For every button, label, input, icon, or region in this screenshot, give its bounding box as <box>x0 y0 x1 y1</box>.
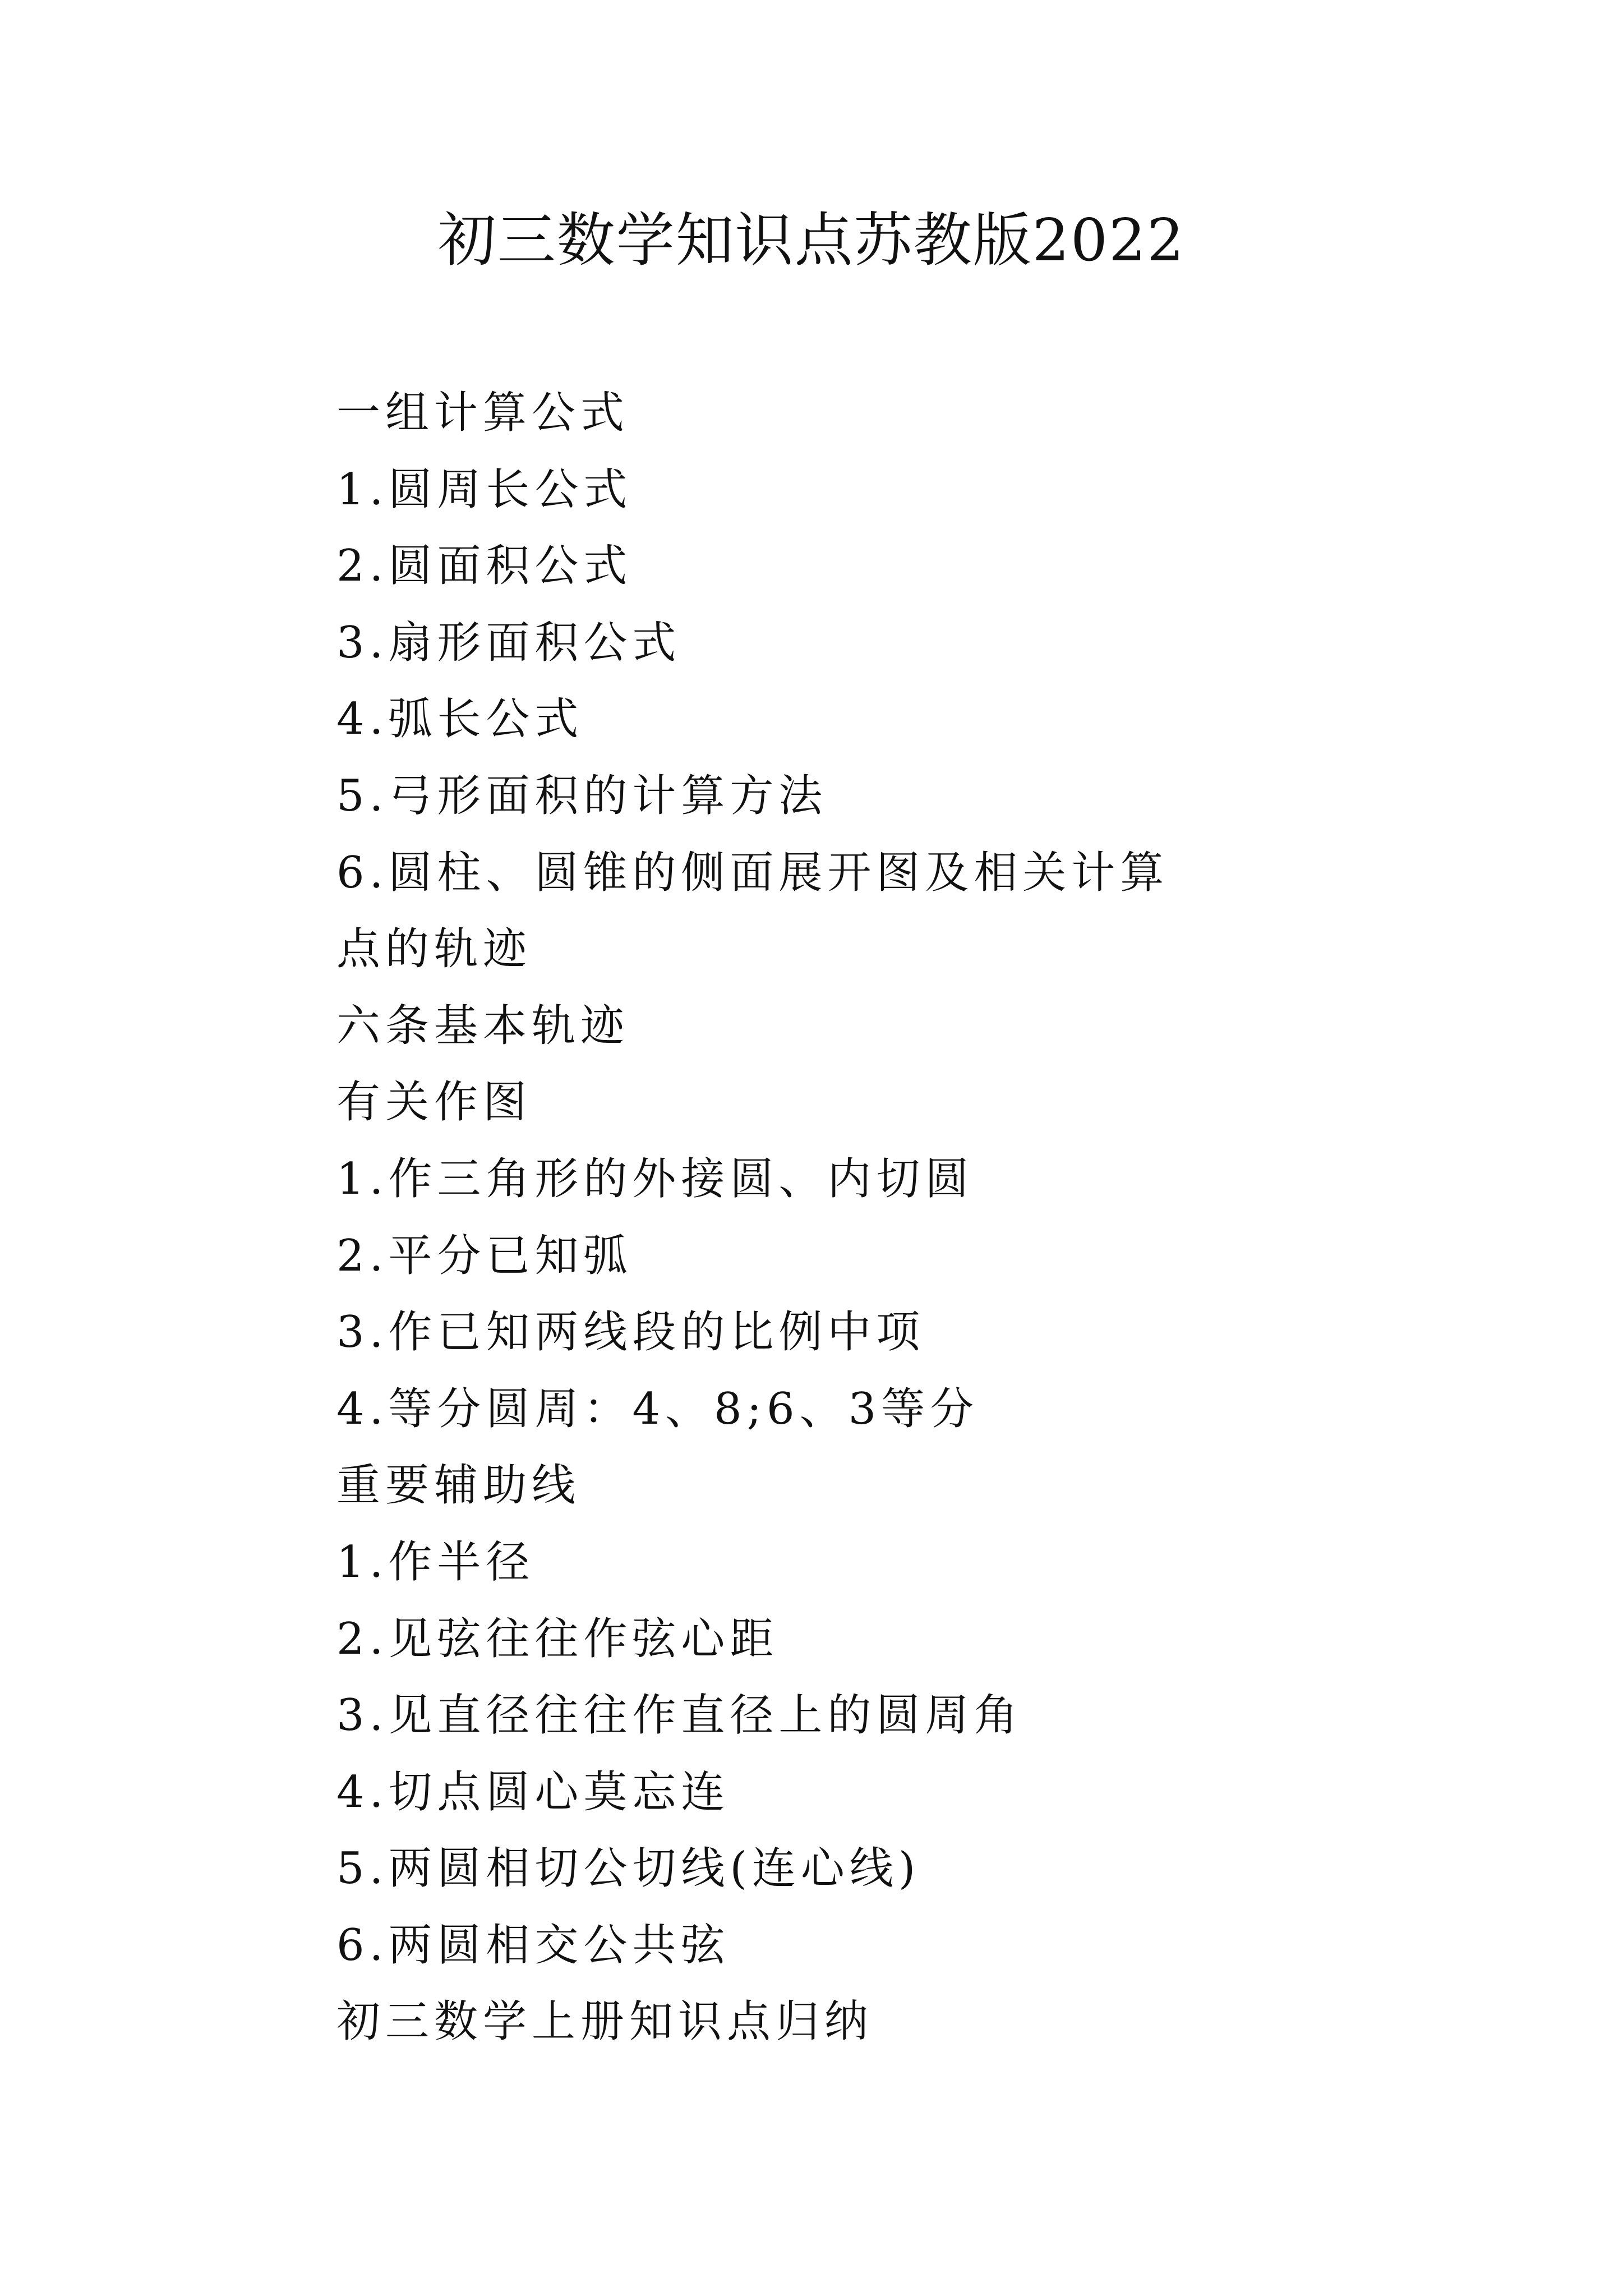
section-heading-basic-locus: 六条基本轨迹 <box>336 1000 630 1051</box>
page-title: 初三数学知识点苏教版2022 <box>437 206 1186 274</box>
list-item: 3.见直径往往作直径上的圆周角 <box>336 1690 1023 1741</box>
section-heading-auxiliary-lines: 重要辅助线 <box>336 1460 581 1511</box>
list-item: 3.扇形面积公式 <box>336 617 681 668</box>
list-item: 1.圆周长公式 <box>336 464 633 515</box>
list-item: 4.切点圆心莫忘连 <box>336 1766 730 1818</box>
list-item: 2.平分已知弧 <box>336 1230 633 1281</box>
list-item: 1.作三角形的外接圆、内切圆 <box>336 1153 974 1204</box>
list-item: 4.等分圆周：4、8;6、3等分 <box>336 1383 979 1434</box>
list-item: 5.弓形面积的计算方法 <box>336 770 828 821</box>
list-item: 3.作已知两线段的比例中项 <box>336 1307 925 1358</box>
list-item: 5.两圆相切公切线(连心线) <box>336 1843 921 1894</box>
list-item: 1.作半径 <box>336 1536 535 1588</box>
list-item: 6.圆柱、圆锥的侧面展开图及相关计算 <box>336 847 1169 898</box>
document-body <box>336 375 1514 2060</box>
list-item: 6.两圆相交公共弦 <box>336 1920 730 1971</box>
list-item: 2.见弦往往作弦心距 <box>336 1613 779 1664</box>
list-item: 4.弧长公式 <box>336 694 584 745</box>
section-heading-summary: 初三数学上册知识点归纳 <box>336 1996 874 2047</box>
section-heading-locus: 点的轨迹 <box>336 924 532 975</box>
section-heading-constructions: 有关作图 <box>336 1077 532 1128</box>
list-item: 2.圆面积公式 <box>336 541 633 592</box>
section-heading-formulas: 一组计算公式 <box>336 388 630 438</box>
